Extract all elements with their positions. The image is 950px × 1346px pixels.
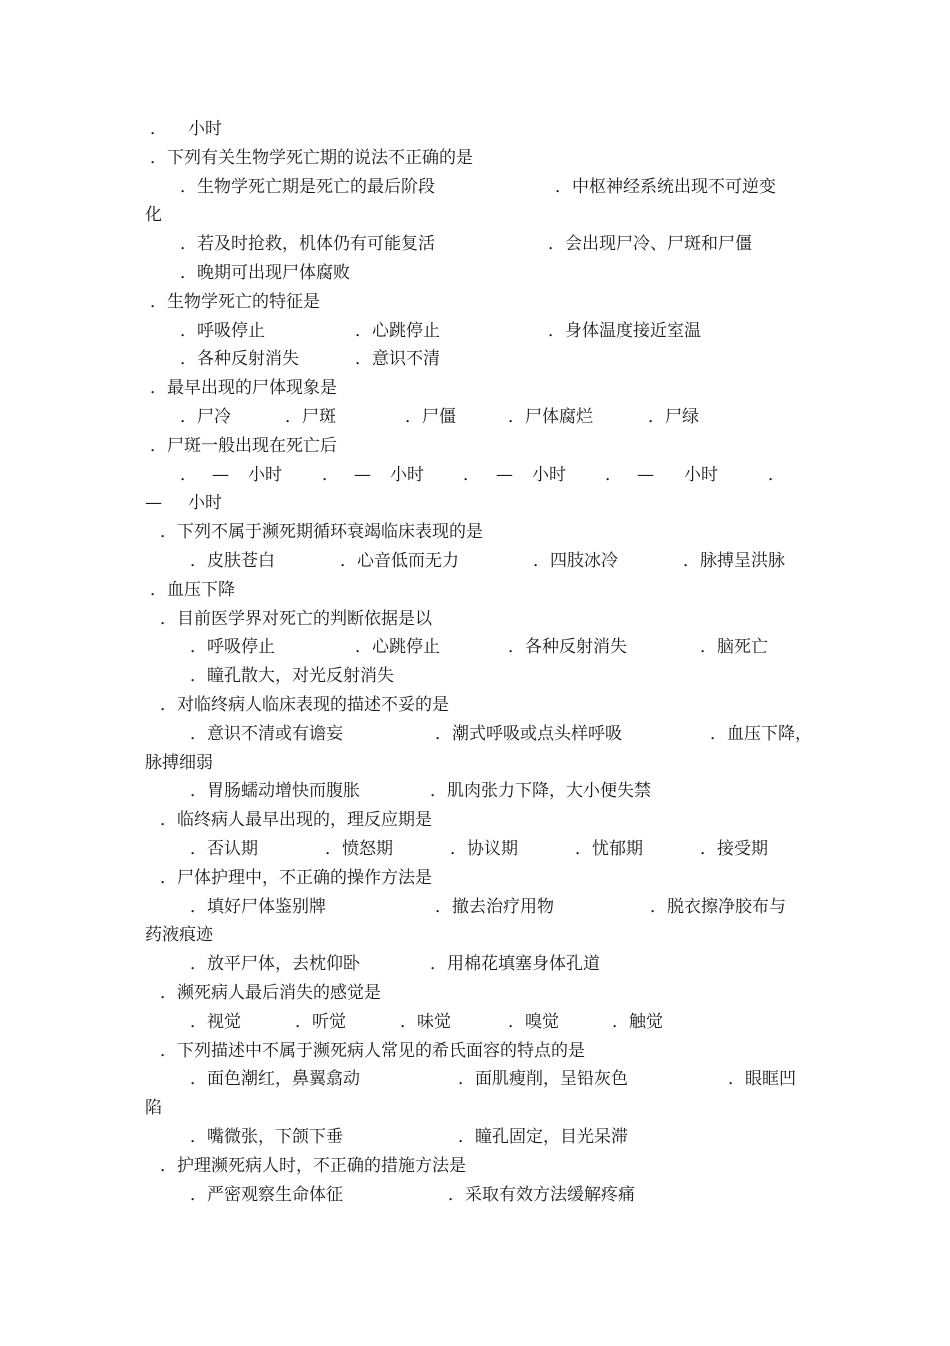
- text-line-16-seg-0: ．血压下降: [150, 579, 235, 600]
- text-line-10-seg-0: ．尸冷: [180, 407, 231, 427]
- text-line-34-seg-0: 陷: [145, 1098, 162, 1119]
- text-line-29-seg-1: ．用棉花填塞身体孔道: [430, 954, 600, 975]
- text-line-15-seg-3: ．脉搏呈洪脉: [683, 551, 785, 571]
- text-line-12-seg-2: 小时: [248, 464, 282, 485]
- text-line-10-seg-2: ．尸僵: [405, 407, 456, 427]
- text-line-22-seg-0: 脉搏细弱: [145, 752, 213, 773]
- text-line-2-seg-1: ．中枢神经系统出现不可逆变: [555, 176, 776, 197]
- text-line-15-seg-0: ．皮肤苍白: [190, 551, 275, 571]
- text-line-33-seg-1: ．面肌瘦削，呈铅灰色: [458, 1069, 628, 1090]
- text-line-27-seg-1: ．撤去治疗用物: [435, 896, 554, 917]
- text-line-26-seg-0: ．尸体护理中，不正确的操作方法是: [160, 867, 432, 888]
- text-line-18-seg-3: ．脑死亡: [700, 637, 768, 658]
- text-line-21-seg-2: ．血压下降，: [710, 723, 812, 744]
- text-line-32-seg-0: ．下列描述中不属于濒死病人常见的希氏面容的特点的是: [160, 1040, 585, 1061]
- text-line-35-seg-1: ．瞳孔固定，目光呆滞: [458, 1127, 628, 1147]
- text-line-36-seg-0: ．护理濒死病人时，不正确的措施方法是: [160, 1155, 466, 1176]
- text-line-25-seg-0: ．否认期: [190, 839, 258, 859]
- text-line-12-seg-11: 小时: [684, 464, 718, 485]
- text-line-9-seg-0: ．最早出现的尸体现象是: [150, 378, 337, 399]
- text-line-12-seg-3: ．: [322, 464, 339, 485]
- text-line-12-seg-0: ．: [180, 464, 197, 485]
- text-line-12-seg-8: 小时: [532, 464, 566, 485]
- text-line-12-seg-5: 小时: [390, 464, 424, 485]
- text-line-11-seg-0: ．尸斑一般出现在死亡后: [150, 435, 337, 456]
- text-line-18-seg-2: ．各种反射消失: [508, 637, 627, 658]
- text-line-7-seg-1: ．心跳停止: [355, 320, 440, 341]
- text-line-12-seg-12: ．: [768, 464, 785, 485]
- text-line-10-seg-4: ．尸绿: [648, 407, 699, 427]
- text-line-30-seg-0: ．濒死病人最后消失的感觉是: [160, 983, 381, 1003]
- text-line-23-seg-0: ．胃肠蠕动增快而腹胀: [190, 781, 360, 802]
- text-line-12-seg-6: ．: [463, 464, 480, 485]
- text-line-31-seg-1: ．听觉: [295, 1011, 346, 1032]
- text-line-12-seg-7: —: [496, 464, 513, 485]
- text-line-12-seg-9: ．: [605, 464, 622, 485]
- text-line-27-seg-0: ．填好尸体鉴别牌: [190, 896, 326, 917]
- text-line-31-seg-4: ．触觉: [612, 1011, 663, 1032]
- text-line-15-seg-2: ．四肢冰冷: [533, 551, 618, 571]
- text-line-2-seg-0: ．生物学死亡期是死亡的最后阶段: [180, 176, 435, 197]
- text-line-0-seg-1: 小时: [188, 119, 222, 139]
- text-line-18-seg-1: ．心跳停止: [355, 637, 440, 658]
- text-line-20-seg-0: ．对临终病人临床表现的描述不妥的是: [160, 695, 449, 715]
- text-line-13-seg-0: —: [145, 493, 162, 514]
- text-line-25-seg-1: ．愤怒期: [325, 839, 393, 859]
- text-line-12-seg-10: —: [637, 464, 654, 485]
- text-line-33-seg-0: ．面色潮红，鼻翼翕动: [190, 1069, 360, 1090]
- text-line-21-seg-0: ．意识不清或有谵妄: [190, 723, 343, 744]
- text-line-31-seg-0: ．视觉: [190, 1011, 241, 1032]
- text-line-8-seg-1: ．意识不清: [355, 349, 440, 370]
- text-line-1-seg-0: ．下列有关生物学死亡期的说法不正确的是: [150, 147, 473, 168]
- text-line-5-seg-0: ．晚期可出现尸体腐败: [180, 263, 350, 283]
- text-line-7-seg-0: ．呼吸停止: [180, 320, 265, 341]
- text-line-31-seg-2: ．味觉: [400, 1011, 451, 1032]
- text-line-10-seg-3: ．尸体腐烂: [508, 407, 593, 427]
- text-line-18-seg-0: ．呼吸停止: [190, 637, 275, 658]
- text-line-33-seg-2: ．眼眶凹: [728, 1069, 796, 1090]
- text-line-10-seg-1: ．尸斑: [285, 407, 336, 427]
- text-line-4-seg-0: ．若及时抢救，机体仍有可能复活: [180, 234, 435, 255]
- text-line-25-seg-2: ．协议期: [450, 839, 518, 859]
- text-line-15-seg-1: ．心音低而无力: [340, 551, 459, 571]
- text-line-17-seg-0: ．目前医学界对死亡的判断依据是以: [160, 608, 432, 629]
- text-line-19-seg-0: ．瞳孔散大，对光反射消失: [190, 666, 394, 687]
- text-line-13-seg-1: 小时: [188, 493, 222, 514]
- text-line-14-seg-0: ．下列不属于濒死期循环衰竭临床表现的是: [160, 522, 483, 543]
- text-line-31-seg-3: ．嗅觉: [508, 1011, 559, 1032]
- text-line-25-seg-3: ．忧郁期: [575, 839, 643, 859]
- text-line-3-seg-0: 化: [145, 205, 162, 226]
- text-line-37-seg-0: ．严密观察生命体征: [190, 1184, 343, 1205]
- text-line-35-seg-0: ．嘴微张，下颌下垂: [190, 1127, 343, 1147]
- text-line-0-seg-0: ．: [150, 119, 167, 139]
- text-line-37-seg-1: ．采取有效方法缓解疼痛: [448, 1184, 635, 1205]
- text-line-8-seg-0: ．各种反射消失: [180, 349, 299, 370]
- text-line-4-seg-1: ．会出现尸冷、尸斑和尸僵: [548, 234, 752, 255]
- text-line-25-seg-4: ．接受期: [700, 839, 768, 859]
- text-line-24-seg-0: ．临终病人最早出现的，理反应期是: [160, 810, 432, 831]
- text-line-23-seg-1: ．肌肉张力下降，大小便失禁: [430, 781, 651, 802]
- text-line-29-seg-0: ．放平尸体，去枕仰卧: [190, 954, 360, 975]
- text-line-6-seg-0: ．生物学死亡的特征是: [150, 291, 320, 312]
- text-line-12-seg-1: —: [212, 464, 229, 485]
- text-line-7-seg-2: ．身体温度接近室温: [548, 320, 701, 341]
- text-line-12-seg-4: —: [354, 464, 371, 485]
- text-line-28-seg-0: 药液痕迹: [145, 925, 213, 946]
- text-line-21-seg-1: ．潮式呼吸或点头样呼吸: [435, 723, 622, 744]
- text-line-27-seg-2: ．脱衣擦净胶布与: [650, 896, 786, 917]
